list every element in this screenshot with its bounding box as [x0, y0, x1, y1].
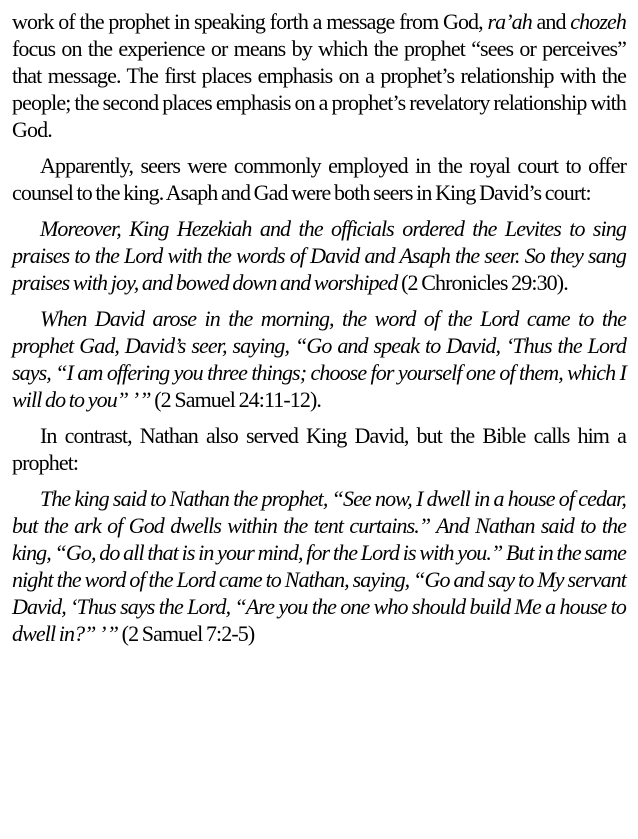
scripture-reference: (2 Chronicles 29:30).: [397, 270, 568, 295]
term-raah: ra’ah: [487, 9, 532, 34]
quote-text: The king said to Nathan the prophet, “See now, I dwell in a house of cedar, but the ark of God dwells within the tent curtains.” And Nathan said to the king, “Go, do all that is in your mind, for the Lord is with you.” But in the same night the word of the Lord came to Nathan, saying, “Go and say to My servant David, ‘Thus says the Lord, “Are you the one who should build Me a house to dwell in?” ’ ”: [12, 486, 626, 646]
block-quote-samuel-7: [12, 485, 626, 647]
block-quote-chronicles: [12, 215, 626, 296]
block-quote-samuel-24: [12, 305, 626, 413]
paragraph-seers: Apparently, seers were commonly employed in the royal court to offer counsel to the king. Asaph and Gad were both seers in King David’s court:: [12, 153, 626, 205]
text-run: work of the prophet in speaking forth a message from God,: [12, 9, 488, 34]
paragraph-continuation: [12, 8, 626, 143]
text-run: focus on the experience or means by which the prophet “sees or perceives” that message. The first places emphasis on a prophet’s relationship with the people; the second places emphasis on a prophet’s revelatory relationship with God.: [12, 36, 626, 142]
term-chozeh: chozeh: [570, 9, 626, 34]
scripture-reference: (2 Samuel 7:2-5): [118, 621, 255, 646]
scripture-reference: (2 Samuel 24:11-12).: [150, 387, 322, 412]
quote-text: Moreover, King Hezekiah and the officials ordered the Levites to sing praises to the Lord with the words of David and Asaph the seer. So they sang praises with joy, and bowed down and worshiped: [12, 216, 626, 295]
text-run: and: [531, 9, 571, 34]
paragraph-nathan: In contrast, Nathan also served King David, but the Bible calls him a prophet:: [12, 423, 626, 475]
quote-text: When David arose in the morning, the word of the Lord came to the prophet Gad, David’s seer, saying, “Go and speak to David, ‘Thus the Lord says, “I am offering you three things; choose for yourself one of them, which I will do to you” ’ ”: [12, 306, 626, 412]
